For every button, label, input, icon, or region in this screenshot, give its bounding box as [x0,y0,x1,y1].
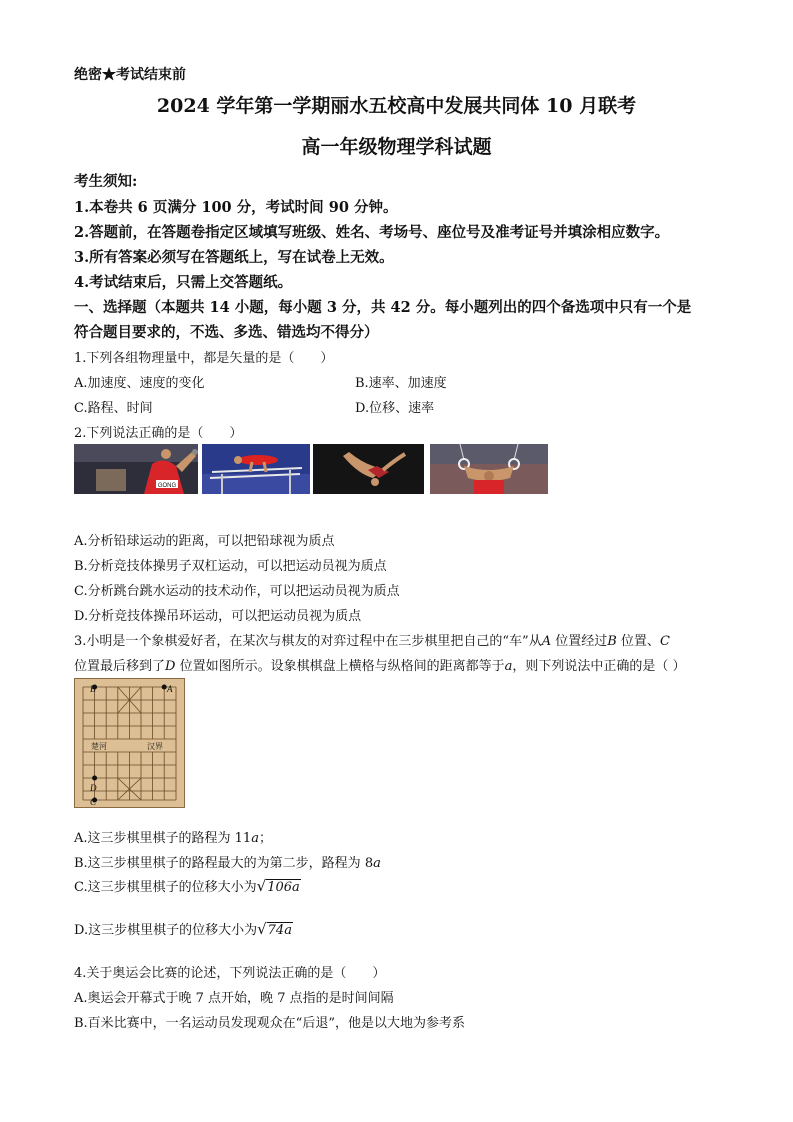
notice-item-2: 2.答题前，在答题卷指定区域填写班级、姓名、考场号、座位号及准考证号并填涂相应数字。 [74,224,670,241]
q1-option-c: C.路程、时间 [74,401,153,416]
q3-stem-line1: 3.小明是一个象棋爱好者，在某次与棋友的对弈过程中在三步棋里把自己的“车”从A 位置经过B 位置、C [74,634,670,649]
river-label-left: 楚河 [91,742,107,751]
q1-option-b: B.速率、加速度 [355,376,447,391]
notice-item-3: 3.所有答案必须写在答题纸上，写在试卷上无效。 [74,249,394,266]
q1-option-d: D.位移、速率 [355,401,435,416]
q2-stem: 2.下列说法正确的是（ ） [74,426,243,441]
q2-option-b: B.分析竞技体操男子双杠运动，可以把运动员视为质点 [74,559,387,574]
board-label-b: B [90,684,96,694]
q3-option-a: A.这三步棋里棋子的路程为 11a； [74,831,272,846]
notice-item-1: 1.本卷共 6 页满分 100 分，考试时间 90 分钟。 [74,199,398,216]
q4-option-a: A.奥运会开幕式于晚 7 点开始，晚 7 点指的是时间间隔 [74,991,394,1006]
river-label-right: 汉界 [147,742,163,751]
q2-option-c: C.分析跳台跳水运动的技术动作，可以把运动员视为质点 [74,584,400,599]
q3-option-c: C.这三步棋里棋子的位移大小为√106a [74,877,300,895]
q3-option-b: B.这三步棋里棋子的路程最大的为第二步，路程为 8a [74,856,381,871]
q1-option-a: A.加速度、速度的变化 [74,376,205,391]
q4-option-b: B.百米比赛中，一名运动员发现观众在“后退”，他是以大地为参考系 [74,1016,465,1031]
section-heading-line2: 符合题目要求的，不选、多选、错选均不得分） [74,324,379,341]
diving-photo [313,444,424,494]
secret-label: 绝密★考试结束前 [74,67,186,83]
chess-board-figure [74,678,185,808]
parallel-bars-photo [202,444,310,494]
exam-subtitle: 高一年级物理学科试题 [301,136,492,158]
athlete-badge: GONG [157,483,177,489]
rings-photo [430,444,548,494]
exam-title: 2024 学年第一学期丽水五校高中发展共同体 10 月联考 [156,95,637,117]
shot-put-photo [74,444,198,494]
section-heading-line1: 一、选择题（本题共 14 小题，每小题 3 分，共 42 分。每小题列出的四个备选项中只有一个是 [74,299,692,316]
q3-option-d: D.这三步棋里棋子的位移大小为√74a [74,920,292,938]
board-label-a: A [167,684,173,694]
q2-option-d: D.分析竞技体操吊环运动，可以把运动员视为质点 [74,609,362,624]
q2-option-a: A.分析铅球运动的距离，可以把铅球视为质点 [74,534,335,549]
notice-item-4: 4.考试结束后，只需上交答题纸。 [74,274,293,291]
board-label-c: C [90,797,97,807]
notice-heading: 考生须知: [74,173,138,190]
q1-stem: 1.下列各组物理量中，都是矢量的是（ ） [74,351,334,366]
q4-stem: 4.关于奥运会比赛的论述，下列说法正确的是（ ） [74,966,386,981]
board-label-d: D [90,783,97,793]
q3-stem-line2: 位置最后移到了D 位置如图所示。设象棋棋盘上横格与纵格间的距离都等于a，则下列说法中正确的是（ ） [74,659,686,674]
